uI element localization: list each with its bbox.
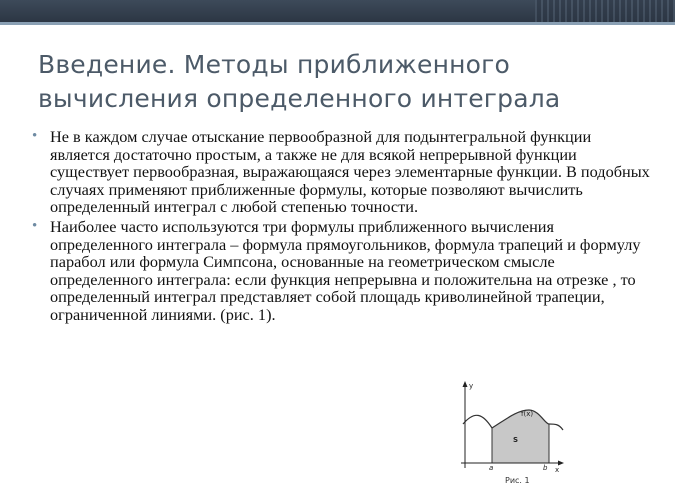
x-axis-arrow [558,461,564,466]
area-label: S [513,436,519,444]
header-divider [0,22,675,25]
figure-caption: Рис. 1 [505,476,530,485]
bullet-icon: • [32,217,38,234]
x-axis-label: x [555,466,560,474]
bullet-text: Не в каждом случае отыскание первообразной для подынтегральной функции является достаточно простым, а также не для всякой непрерывной функции существует первообразная, выражающаяся через элементарные функции. В подобных случаях применяют приближенные формулы, которые позволяют вычислить определенный интеграл с любой степенью точности. [50,127,650,217]
header-stripes [535,0,675,22]
bullet-icon: • [32,128,38,144]
a-label: a [489,464,494,472]
b-label: b [543,464,548,472]
bullet-item [28,128,653,216]
function-label: f(x) [521,410,534,418]
y-axis-label: y [469,382,474,390]
slide-header-bar [0,0,675,22]
bullet-list [28,128,653,326]
bullet-item [28,218,653,324]
integral-graph [455,380,575,476]
y-axis-arrow [463,381,468,387]
integral-figure [455,380,575,490]
slide-title: Введение. Методы приближенного вычисления определенного интеграла [38,50,561,113]
bullet-text: Наиболее часто используются три формулы приближенного вычисления определенного интеграла – формула прямоугольников, формула трапеций и формулу парабол или формула Симпсона, основанные на геометрическом смысле определенного интеграла: если функция непрерывна и положительна на отрезке , то определенный интеграл представляет собой площадь криволинейной трапеции, ограниченной линиями. (рис. 1). [50,216,641,324]
